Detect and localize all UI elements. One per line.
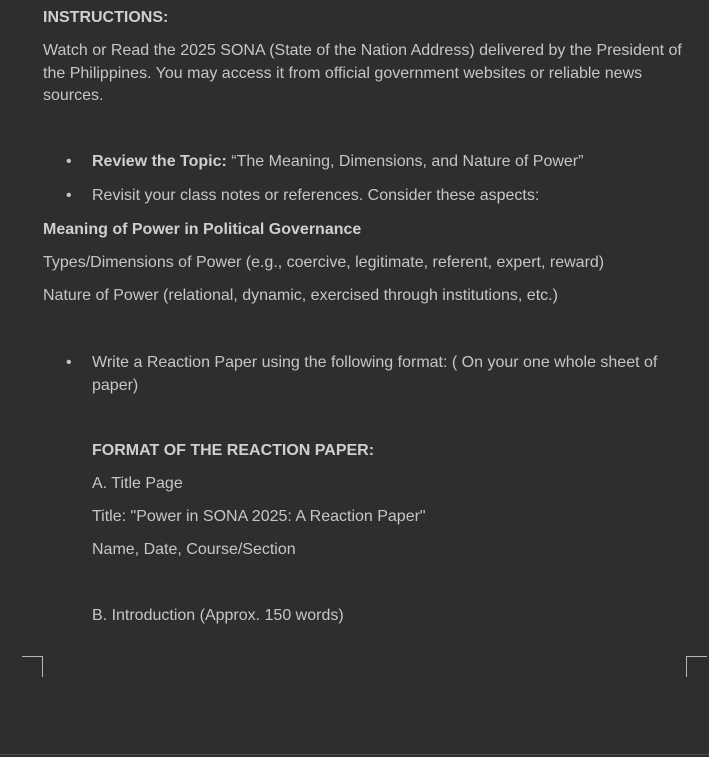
bullet-icon: • <box>66 153 72 170</box>
list-item <box>66 185 681 208</box>
bullet-icon: • <box>66 354 72 371</box>
list-item <box>66 352 681 397</box>
aspect-types: Types/Dimensions of Power (e.g., coercive, legitimate, referent, expert, reward) <box>43 254 605 271</box>
aspect-nature: Nature of Power (relational, dynamic, exercised through institutions, etc.) <box>43 287 558 304</box>
intro-paragraph: Watch or Read the 2025 SONA (State of the Nation Address) delivered by the President of the Philippines. You may access it from official government websites or reliable news sources. <box>43 42 682 104</box>
introduction-line: B. Introduction (Approx. 150 words) <box>92 607 344 624</box>
bullet-body: “The Meaning, Dimensions, and Nature of Power” <box>226 153 584 170</box>
bullet-icon: • <box>66 187 72 204</box>
bullet-body: Write a Reaction Paper using the following format: ( On your one whole sheet of paper) <box>92 354 658 394</box>
list-item <box>66 151 681 174</box>
page-corner-mark-left <box>22 656 43 677</box>
title-page-label: A. Title Page <box>92 475 183 492</box>
title-line: Title: "Power in SONA 2025: A Reaction Paper" <box>92 508 426 525</box>
aspect-heading: Meaning of Power in Political Governance <box>43 221 362 238</box>
bullet-text <box>92 151 681 174</box>
format-heading: FORMAT OF THE REACTION PAPER: <box>92 442 375 459</box>
name-line: Name, Date, Course/Section <box>92 541 296 558</box>
page-boundary-divider <box>0 754 709 755</box>
bullet-body: Revisit your class notes or references. Consider these aspects: <box>92 187 540 204</box>
bullet-bold-label: Review the Topic: <box>92 153 227 170</box>
page-corner-mark-right <box>686 656 707 677</box>
instructions-heading: INSTRUCTIONS: <box>43 9 169 26</box>
